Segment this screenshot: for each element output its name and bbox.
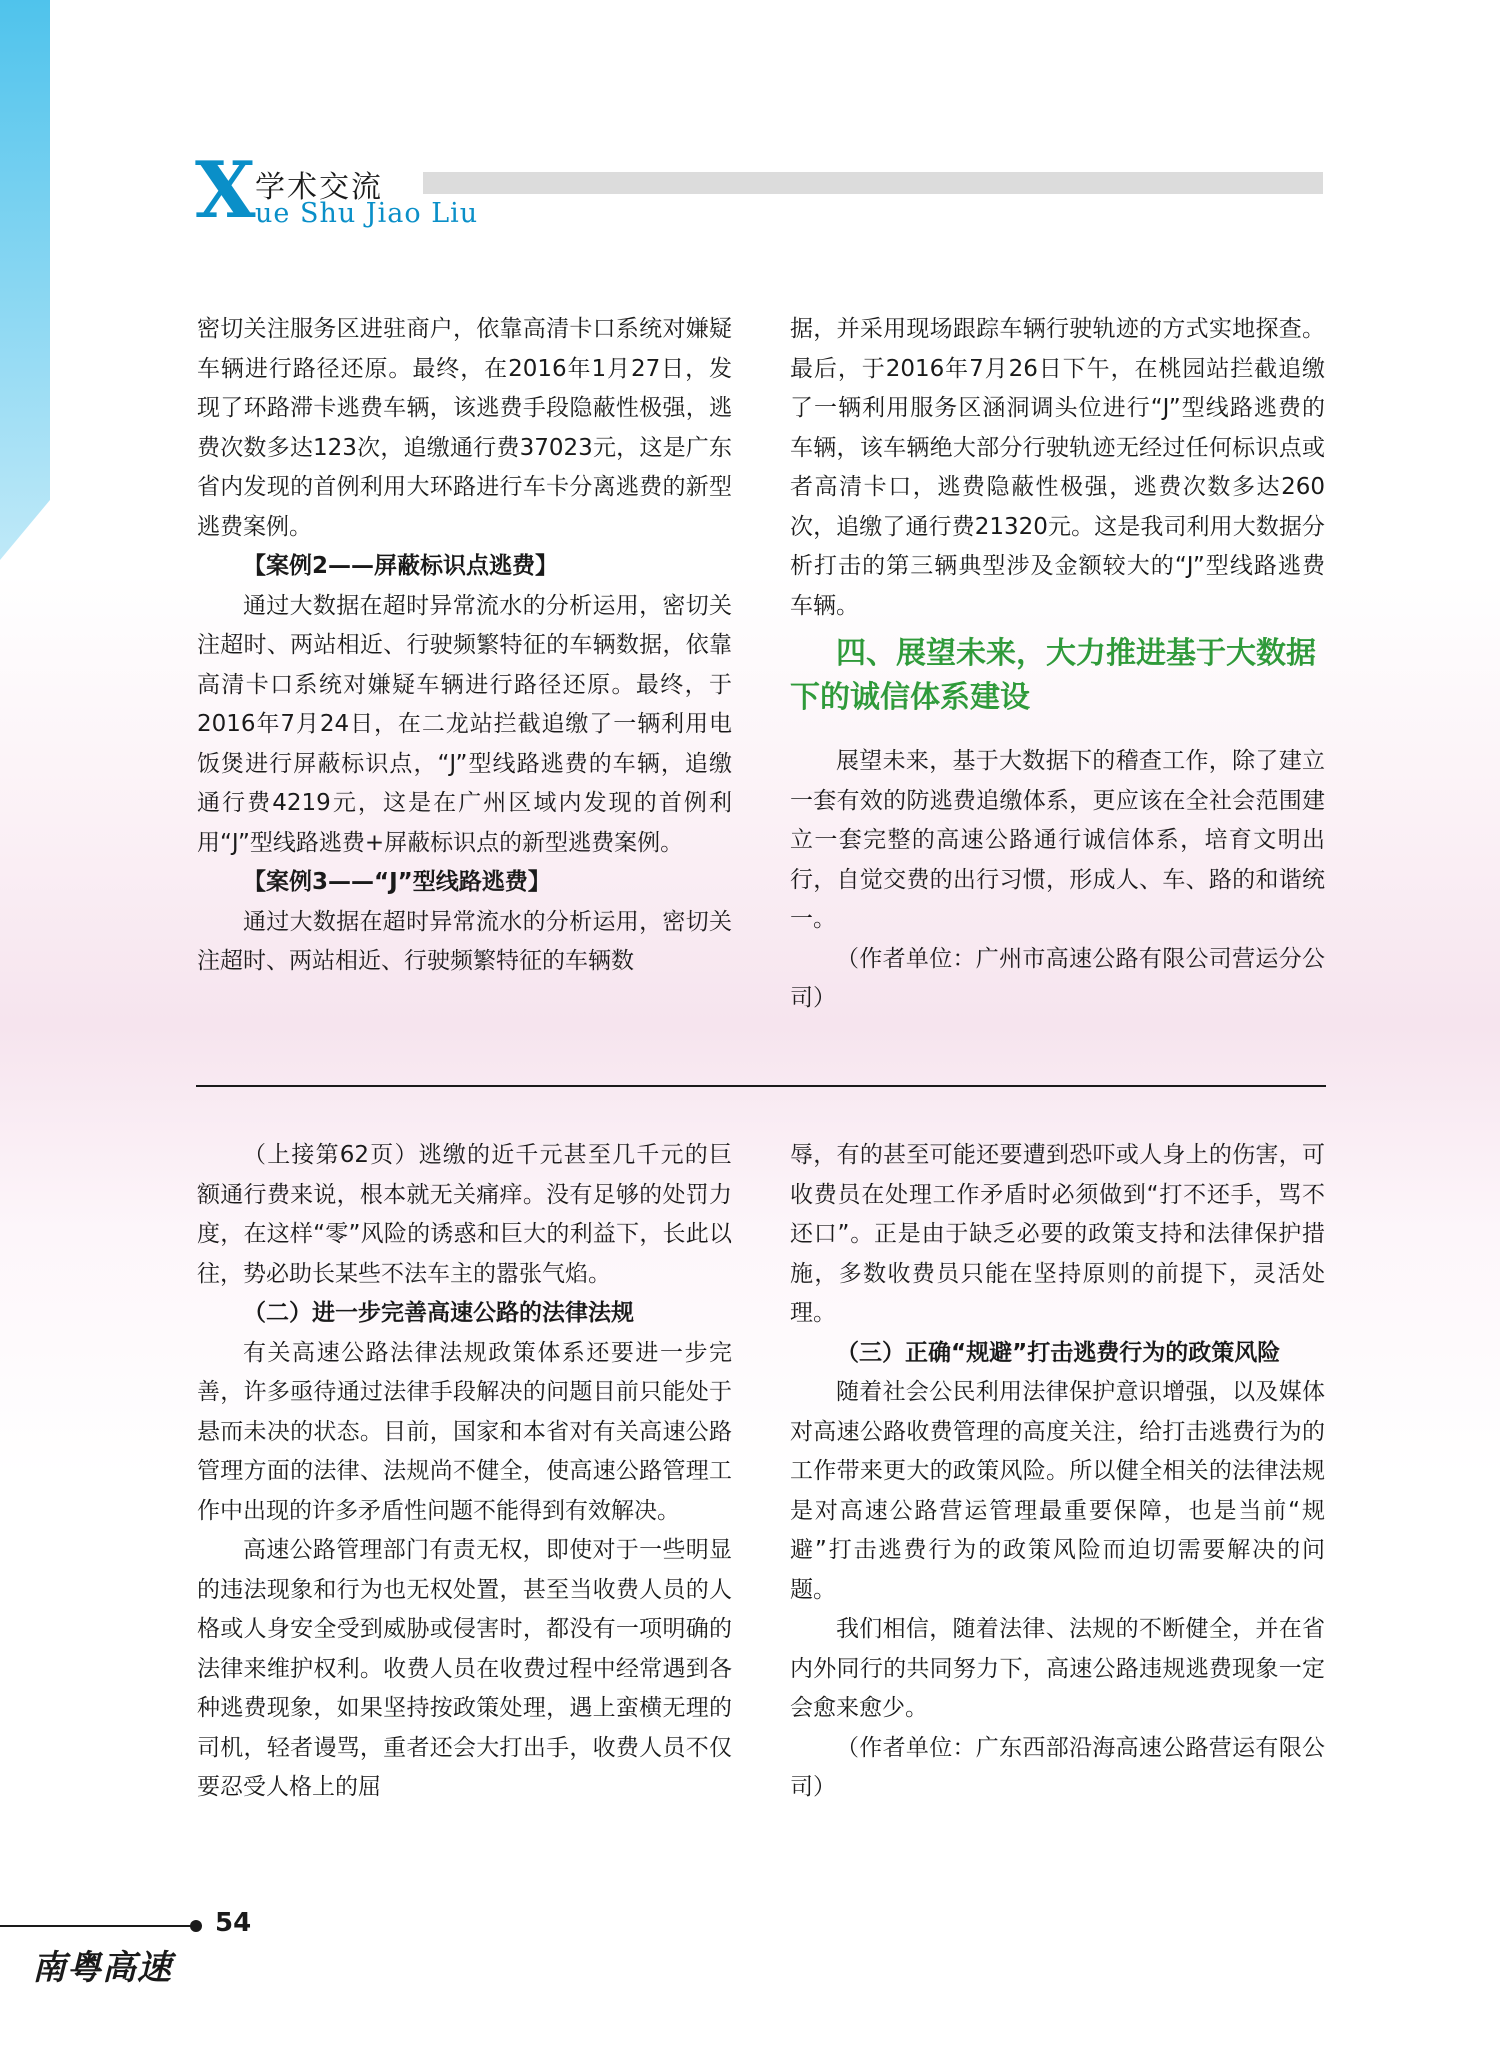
article-column-bottom-right xyxy=(790,1136,1325,1808)
body-paragraph: 辱，有的甚至可能还要遭到恐吓或人身上的伤害，可收费员在处理工作矛盾时必须做到“打不还手，骂不还口”。正是由于缺乏必要的政策支持和法律保护措施，多数收费员只能在坚持原则的前提下，灵活处理。 xyxy=(790,1142,1325,1326)
header-initial: X xyxy=(195,145,256,236)
magazine-logo: 南粤高速 xyxy=(32,1948,172,1988)
article-column-top-right xyxy=(790,310,1325,1019)
case-title: 【案例2——屏蔽标识点逃费】 xyxy=(243,553,559,579)
section-header xyxy=(195,145,1325,236)
footer-rule xyxy=(0,1925,195,1927)
header-title-cn: 学术交流 xyxy=(255,170,383,205)
footer-dot xyxy=(190,1920,202,1932)
body-paragraph: 通过大数据在超时异常流水的分析运用，密切关注超时、两站相近、行驶频繁特征的车辆数 xyxy=(197,908,732,974)
article-column-top-left xyxy=(197,310,732,982)
author-affiliation: （作者单位：广东西部沿海高速公路营运有限公司） xyxy=(790,1734,1325,1800)
body-paragraph: 有关高速公路法律法规政策体系还要进一步完善，许多亟待通过法律手段解决的问题目前只能处于悬而未决的状态。目前，国家和本省对有关高速公路管理方面的法律、法规尚不健全，使高速公路管理工作中出现的许多矛盾性问题不能得到有效解决。 xyxy=(197,1339,732,1524)
case-title: 【案例3——“J”型线路逃费】 xyxy=(243,869,551,895)
subsection-title: （二）进一步完善高速公路的法律法规 xyxy=(243,1300,634,1326)
body-paragraph: 随着社会公民利用法律保护意识增强，以及媒体对高速公路收费管理的高度关注，给打击逃费行为的工作带来更大的政策风险。所以健全相关的法律法规是对高速公路营运管理最重要保障，也是当前“规避”打击逃费行为的政策风险而迫切需要解决的问题。 xyxy=(790,1379,1325,1603)
article-column-bottom-left xyxy=(197,1136,732,1808)
body-paragraph: 密切关注服务区进驻商户，依靠高清卡口系统对嫌疑车辆进行路径还原。最终，在2016年1月27日，发现了环路滞卡逃费车辆，该逃费手段隐蔽性极强，逃费次数多达123次，追缴通行费37023元，这是广东省内发现的首例利用大环路进行车卡分离逃费的新型逃费案例。 xyxy=(197,316,732,540)
body-paragraph: 高速公路管理部门有责无权，即使对于一些明显的违法现象和行为也无权处置，甚至当收费人员的人格或人身安全受到威胁或侵害时，都没有一项明确的法律来维护权利。收费人员在收费过程中经常遇到各种逃费现象，如果坚持按政策处理，遇上蛮横无理的司机，轻者谩骂，重者还会大打出手，收费人员不仅要忍受人格上的屈 xyxy=(197,1537,732,1800)
body-paragraph: 我们相信，随着法律、法规的不断健全，并在省内外同行的共同努力下，高速公路违规逃费现象一定会愈来愈少。 xyxy=(790,1616,1325,1721)
body-paragraph: 据，并采用现场跟踪车辆行驶轨迹的方式实地探查。最后，于2016年7月26日下午，在桃园站拦截追缴了一辆利用服务区涵洞调头位进行“J”型线路逃费的车辆，该车辆绝大部分行驶轨迹无经过任何标识点或者高清卡口，逃费隐蔽性极强，逃费次数多达260次，追缴了通行费21320元。这是我司利用大数据分析打击的第三辆典型涉及金额较大的“J”型线路逃费车辆。 xyxy=(790,316,1325,619)
body-paragraph: （上接第62页）逃缴的近千元甚至几千元的巨额通行费来说，根本就无关痛痒。没有足够的处罚力度，在这样“零”风险的诱惑和巨大的利益下，长此以往，势必助长某些不法车主的嚣张气焰。 xyxy=(197,1142,732,1287)
header-title-en: ue Shu Jiao Liu xyxy=(255,198,479,229)
section-heading-text: 四、展望未来，大力推进基于大数据下的诚信体系建设 xyxy=(790,636,1316,715)
body-paragraph: 展望未来，基于大数据下的稽查工作，除了建立一套有效的防逃费追缴体系，更应该在全社会范围建立一套完整的高速公路通行诚信体系，培育文明出行，自觉交费的出行习惯，形成人、车、路的和谐统一。 xyxy=(790,748,1325,932)
subsection-title: （三）正确“规避”打击逃费行为的政策风险 xyxy=(836,1339,1281,1366)
author-affiliation: （作者单位：广州市高速公路有限公司营运分公司） xyxy=(790,945,1325,1011)
body-paragraph: 通过大数据在超时异常流水的分析运用，密切关注超时、两站相近、行驶频繁特征的车辆数据，依靠高清卡口系统对嫌疑车辆进行路径还原。最终，于2016年7月24日，在二龙站拦截追缴了一辆利用电饭煲进行屏蔽标识点，“J”型线路逃费的车辆，追缴通行费4219元，这是在广州区域内发现的首例利用“J”型线路逃费+屏蔽标识点的新型逃费案例。 xyxy=(197,592,732,856)
header-bar xyxy=(423,172,1323,194)
article-divider xyxy=(196,1085,1326,1087)
section-heading xyxy=(790,632,1325,720)
page-number: 54 xyxy=(215,1908,252,1938)
